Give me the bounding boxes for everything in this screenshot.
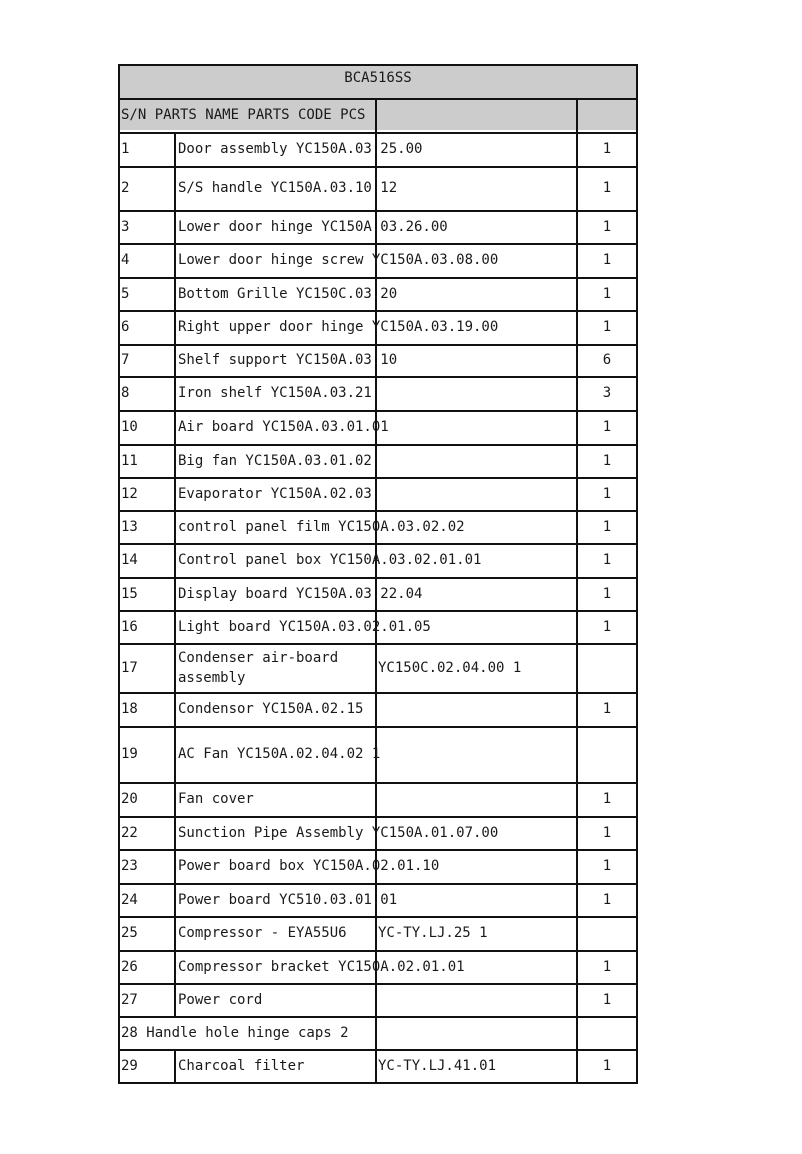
row-sn: 20 [121, 791, 138, 807]
row-sn: 18 [121, 701, 138, 717]
row-sn: 23 [121, 858, 138, 874]
row-divider [118, 210, 638, 212]
row-parts-name: Control panel box YC150A.03.02.01.01 [178, 552, 482, 568]
row-divider [118, 98, 638, 100]
row-sn: 24 [121, 891, 138, 908]
row-divider [118, 950, 638, 952]
row-sn: 12 [121, 485, 138, 502]
row-parts-name: Big fan YC150A.03.01.02 [178, 452, 372, 469]
row-parts-name: Display board YC150A.03.22.04 [178, 585, 423, 602]
row-divider [118, 782, 638, 784]
row-pcs: 1 [602, 485, 612, 502]
row-parts-name: Air board YC150A.03.01.01 [178, 419, 389, 435]
row-divider [118, 1082, 638, 1084]
row-sn: 1 [121, 141, 130, 157]
row-pcs: 1 [602, 452, 612, 469]
row-pcs: 1 [602, 824, 612, 841]
row-divider [118, 344, 638, 346]
row-parts-name: Compressor - EYA55U6 [178, 925, 347, 941]
row-parts-name: Power cord [178, 991, 263, 1008]
row-sn: 2 [121, 180, 130, 196]
row-parts-name: Compressor bracket YC150A.02.01.01 [178, 958, 465, 975]
row-parts-code: YC-TY.LJ.25 1 [378, 925, 488, 941]
row-divider [118, 726, 638, 728]
row-pcs: 1 [602, 518, 612, 535]
row-pcs: 1 [602, 585, 612, 602]
row-sn: 14 [121, 552, 138, 568]
row-divider [118, 610, 638, 612]
row-parts-name: Power board YC510.03.01.01 [178, 891, 398, 908]
row-divider [118, 983, 638, 985]
row-sn: 22 [121, 824, 138, 841]
row-divider [118, 243, 638, 245]
row-parts-name: Door assembly YC150A.03.25.00 [178, 141, 423, 157]
row-parts-name: Condensor YC150A.02.15 [178, 701, 364, 717]
row-parts-code: YC150C.02.04.00 1 [378, 659, 522, 676]
row-pcs: 3 [602, 385, 612, 401]
row-parts-name: Condenser air-board assembly [178, 649, 339, 686]
row-parts-name: Lower door hinge screw YC150A.03.08.00 [178, 252, 499, 268]
row-pcs: 1 [602, 180, 612, 196]
row-divider [118, 310, 638, 312]
row-divider [118, 577, 638, 579]
row-pcs: 1 [602, 791, 612, 807]
row-sn: 5 [121, 285, 130, 302]
row-sn: 15 [121, 585, 138, 602]
row-parts-name: Light board YC150A.03.02.01.05 [178, 618, 431, 635]
row-divider [118, 916, 638, 918]
row-divider [118, 883, 638, 885]
row-parts-name: Sunction Pipe Assembly YC150A.01.07.00 [178, 824, 499, 841]
column-divider-name [174, 132, 176, 1016]
row-sn: 26 [121, 958, 138, 975]
table-title: BCA516SS [344, 70, 412, 86]
row-parts-name: Fan cover [178, 791, 254, 807]
row-parts-name: Evaporator YC150A.02.03 [178, 485, 372, 502]
row-divider [118, 444, 638, 446]
row-sn: 11 [121, 452, 138, 469]
row-parts-name: Power board box YC150A.02.01.10 [178, 858, 440, 874]
row-sn: 7 [121, 352, 130, 368]
table-header: S/N PARTS NAME PARTS CODE PCS [121, 107, 366, 123]
row-parts-name: Charcoal filter [178, 1057, 305, 1074]
row-parts-name: Lower door hinge YC150A.03.26.00 [178, 218, 448, 235]
row-sn: 10 [121, 419, 138, 435]
row-sn: 29 [121, 1057, 138, 1074]
row-pcs: 1 [602, 319, 612, 335]
row-divider [118, 692, 638, 694]
row-parts-code: YC-TY.LJ.41.01 [378, 1057, 497, 1074]
row-parts-name: AC Fan YC150A.02.04.02 1 [178, 746, 381, 762]
row-parts-name: Bottom Grille YC150C.03.20 [178, 285, 398, 302]
row-sn: 8 [121, 385, 130, 401]
row-pcs: 1 [602, 701, 612, 717]
row-pcs: 1 [602, 552, 612, 568]
row-pcs: 1 [602, 991, 612, 1008]
row-parts-name: control panel film YC150A.03.02.02 [178, 518, 465, 535]
row-sn: 17 [121, 659, 138, 676]
row-parts-name: Right upper door hinge YC150A.03.19.00 [178, 319, 499, 335]
row-pcs: 1 [602, 285, 612, 302]
row-sn: 13 [121, 518, 138, 535]
row-pcs: 1 [602, 252, 612, 268]
row-divider [118, 64, 638, 66]
table-border-right [636, 64, 638, 1083]
row-divider [118, 166, 638, 168]
row-sn: 16 [121, 618, 138, 635]
row-divider [118, 277, 638, 279]
row-divider [118, 477, 638, 479]
row-pcs: 6 [602, 352, 612, 368]
row-parts-name: Shelf support YC150A.03.10 [178, 352, 398, 368]
row-pcs: 1 [602, 858, 612, 874]
row-sn: 25 [121, 925, 138, 941]
row-sn: 4 [121, 252, 130, 268]
row-divider [118, 643, 638, 645]
row-pcs: 1 [602, 218, 612, 235]
row-pcs: 1 [602, 891, 612, 908]
row-divider [118, 1049, 638, 1051]
row-sn: 28 Handle hole hinge caps 2 [121, 1024, 349, 1041]
row-divider [118, 510, 638, 512]
row-divider [118, 543, 638, 545]
row-divider [118, 376, 638, 378]
row-divider [118, 1016, 638, 1018]
row-parts-name: Iron shelf YC150A.03.21 [178, 385, 372, 401]
column-divider-name [174, 1049, 176, 1083]
row-sn: 19 [121, 746, 138, 762]
table-border-left [118, 64, 120, 1083]
row-pcs: 1 [602, 141, 612, 157]
row-pcs: 1 [602, 958, 612, 975]
row-parts-name: S/S handle YC150A.03.10.12 [178, 180, 398, 196]
row-sn: 6 [121, 319, 130, 335]
row-pcs: 1 [602, 419, 612, 435]
row-divider [118, 816, 638, 818]
row-sn: 27 [121, 991, 138, 1008]
row-pcs: 1 [602, 1057, 612, 1074]
row-sn: 3 [121, 218, 130, 235]
row-divider [118, 849, 638, 851]
row-divider [118, 410, 638, 412]
row-divider [118, 132, 638, 134]
row-pcs: 1 [602, 618, 612, 635]
